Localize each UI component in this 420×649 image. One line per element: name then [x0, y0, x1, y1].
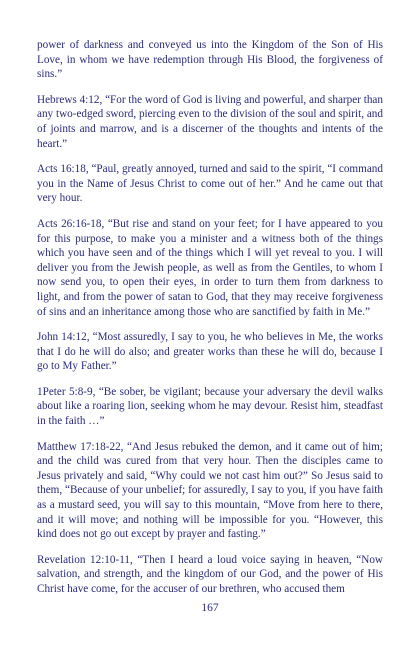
paragraph-revelation-12-10-11: Revelation 12:10-11, “Then I heard a loud voice saying in heaven, “Now salvation, and strength, and the kingdom of our God, and the power of His Christ have come, for the accuser of our brethren, who accused them — [37, 553, 383, 595]
paragraph-john-14-12: John 14:12, “Most assuredly, I say to you, he who believes in Me, the works that I do he will do also; and greater works than these he will do, because I go to My Father.” — [37, 331, 383, 373]
paragraph-continued-colossians: power of darkness and conveyed us into the Kingdom of the Son of His Love, in whom we have redemption through His Blood, the forgiveness of sins.” — [37, 39, 383, 81]
page-number: 167 — [201, 602, 219, 614]
page-body — [37, 38, 383, 608]
paragraph-1peter-5-8-9: 1Peter 5:8-9, “Be sober, be vigilant; because your adversary the devil walks about like a roaring lion, seeking whom he may devour. Resist him, steadfast in the faith …” — [37, 385, 383, 428]
paragraph-hebrews-4-12: Hebrews 4:12, “For the word of God is living and powerful, and sharper than any two-edged sword, piercing even to the division of the soul and spirit, and of joints and marrow, and is a discerner of the thoughts and intents of the heart.” — [37, 93, 383, 150]
paragraph-matthew-17-18-22: Matthew 17:18-22, “And Jesus rebuked the demon, and it came out of him; and the child was cured from that very hour. Then the disciples came to Jesus privately and said, “Why could we not cast him out?” So Jesus said to them, “Because of your unbelief; for assuredly, I say to you, if you have faith as a mustard seed, you will say to this mountain, “Move from here to there, and it will move; and nothing will be impossible for you. “However, this kind does not go out except by prayer and fasting.” — [37, 440, 383, 541]
paragraph-acts-16-18: Acts 16:18, “Paul, greatly annoyed, turned and said to the spirit, “I command you in the Name of Jesus Christ to come out of her.” And he came out that very hour. — [37, 163, 383, 205]
paragraph-acts-26-16-18: Acts 26:16-18, “But rise and stand on your feet; for I have appeared to you for this purpose, to make you a minister and a witness both of the things which you have seen and of the things which I will yet reveal to you. I will deliver you from the Jewish people, as well as from the Gentiles, to whom I now send you, to open their eyes, in order to turn them from darkness to light, and from the power of satan to God, that they may receive forgiveness of sins and an inheritance among those who are sanctified by faith in Me.” — [37, 217, 383, 318]
